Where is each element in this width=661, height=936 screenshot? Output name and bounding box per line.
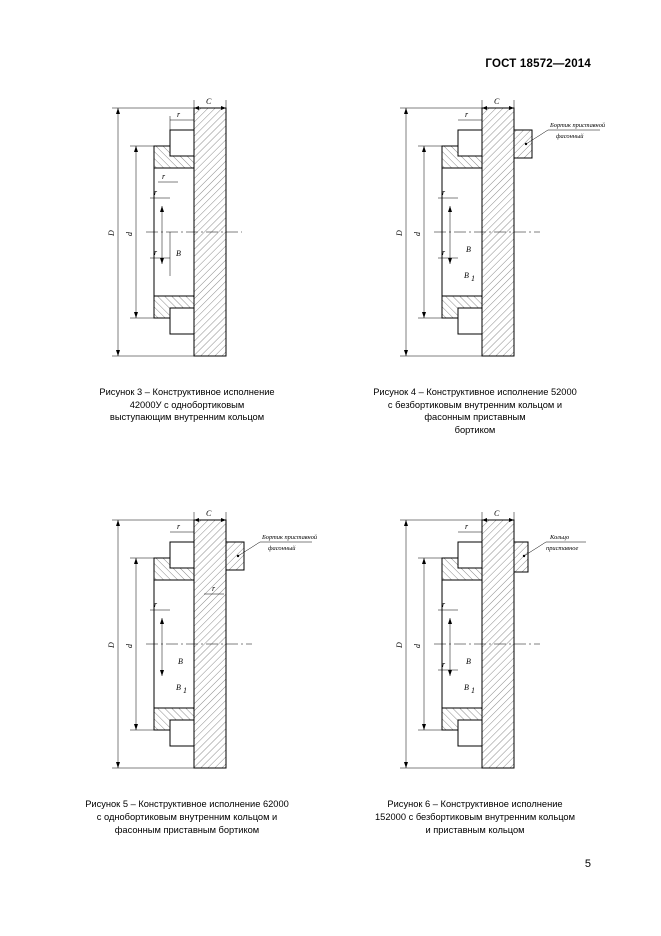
svg-text:D: D bbox=[395, 642, 404, 649]
figure-4-drawing bbox=[334, 86, 616, 378]
figure-4-caption-line-1: Рисунок 4 – Конструктивное исполнение 52000 bbox=[373, 387, 577, 397]
svg-text:1: 1 bbox=[183, 686, 187, 696]
figure-4-caption-line-4: бортиком bbox=[454, 424, 496, 435]
svg-text:Бортик приставной: Бортик приставной bbox=[550, 122, 606, 129]
svg-text:приставное: приставное bbox=[546, 545, 579, 553]
figures-row-2 bbox=[46, 498, 616, 836]
figure-5-drawing bbox=[46, 498, 328, 790]
figure-6-drawing bbox=[334, 498, 616, 790]
figure-4-caption-line-3: фасонным приставным bbox=[424, 412, 526, 423]
svg-text:r: r bbox=[162, 172, 166, 181]
figure-6-caption-line-2: 152000 с безбортиковым внутренним кольцом bbox=[375, 811, 575, 822]
svg-text:d: d bbox=[413, 644, 422, 649]
figure-3-cell bbox=[46, 86, 328, 436]
svg-text:r: r bbox=[177, 110, 181, 119]
svg-text:C: C bbox=[206, 97, 212, 106]
figure-6-caption-line-1: Рисунок 6 – Конструктивное исполнение bbox=[387, 799, 563, 810]
figure-3-caption-line-3: выступающим внутренним кольцом bbox=[109, 412, 265, 423]
figure-3-caption-line-1: Рисунок 3 – Конструктивное исполнение bbox=[99, 387, 275, 397]
figure-5-caption-line-3: фасонным приставным бортиком bbox=[114, 824, 260, 835]
svg-text:B: B bbox=[176, 249, 181, 258]
svg-text:r: r bbox=[442, 600, 446, 610]
svg-text:B: B bbox=[466, 245, 471, 254]
svg-text:фасонный: фасонный bbox=[268, 545, 296, 553]
svg-text:B: B bbox=[178, 657, 183, 667]
svg-text:r: r bbox=[212, 584, 216, 594]
figures-grid bbox=[46, 86, 616, 836]
svg-text:B: B bbox=[176, 683, 181, 693]
svg-text:d: d bbox=[413, 232, 422, 236]
svg-text:r: r bbox=[177, 522, 181, 532]
svg-text:B: B bbox=[464, 271, 469, 280]
svg-text:r: r bbox=[154, 248, 158, 257]
figures-row-1 bbox=[46, 86, 616, 436]
figure-5-caption-line-1: Рисунок 5 – Конструктивное исполнение 62000 bbox=[85, 799, 289, 810]
svg-text:r: r bbox=[465, 522, 469, 532]
svg-text:D: D bbox=[395, 230, 404, 236]
standard-header: ГОСТ 18572—2014 bbox=[485, 58, 591, 70]
figure-4-cell bbox=[334, 86, 616, 436]
svg-text:r: r bbox=[465, 110, 469, 119]
figure-3-caption bbox=[62, 386, 312, 424]
svg-text:фасонный: фасонный bbox=[556, 133, 584, 140]
svg-text:1: 1 bbox=[471, 274, 475, 283]
svg-text:Кольцо: Кольцо bbox=[550, 534, 570, 542]
svg-text:d: d bbox=[125, 644, 134, 649]
figure-5-cell bbox=[46, 498, 328, 836]
svg-text:r: r bbox=[442, 248, 446, 257]
figure-5-caption bbox=[62, 798, 312, 836]
svg-text:d: d bbox=[125, 232, 134, 236]
figure-4-caption bbox=[350, 386, 600, 436]
svg-text:C: C bbox=[494, 97, 500, 106]
svg-text:C: C bbox=[206, 509, 212, 519]
figure-6-caption bbox=[350, 798, 600, 836]
figure-6-cell bbox=[334, 498, 616, 836]
svg-text:D: D bbox=[107, 642, 116, 649]
svg-text:Бортик приставной: Бортик приставной bbox=[262, 534, 318, 542]
svg-text:r: r bbox=[442, 188, 446, 197]
svg-text:C: C bbox=[494, 509, 500, 519]
svg-text:B: B bbox=[466, 657, 471, 667]
figure-5-caption-line-2: с однобортиковым внутренним кольцом и bbox=[96, 811, 278, 822]
page-number: 5 bbox=[584, 858, 591, 870]
figure-3-drawing bbox=[46, 86, 328, 378]
svg-text:1: 1 bbox=[471, 686, 475, 696]
svg-text:r: r bbox=[154, 188, 158, 197]
figure-6-caption-line-3: и приставным кольцом bbox=[425, 824, 525, 835]
svg-text:r: r bbox=[154, 600, 158, 610]
svg-text:r: r bbox=[442, 660, 446, 670]
svg-text:B: B bbox=[464, 683, 469, 693]
figure-4-caption-line-2: с безбортиковым внутренним кольцом и bbox=[387, 399, 563, 410]
svg-text:D: D bbox=[107, 230, 116, 236]
figure-3-caption-line-2: 42000У с однобортиковым bbox=[129, 399, 245, 410]
